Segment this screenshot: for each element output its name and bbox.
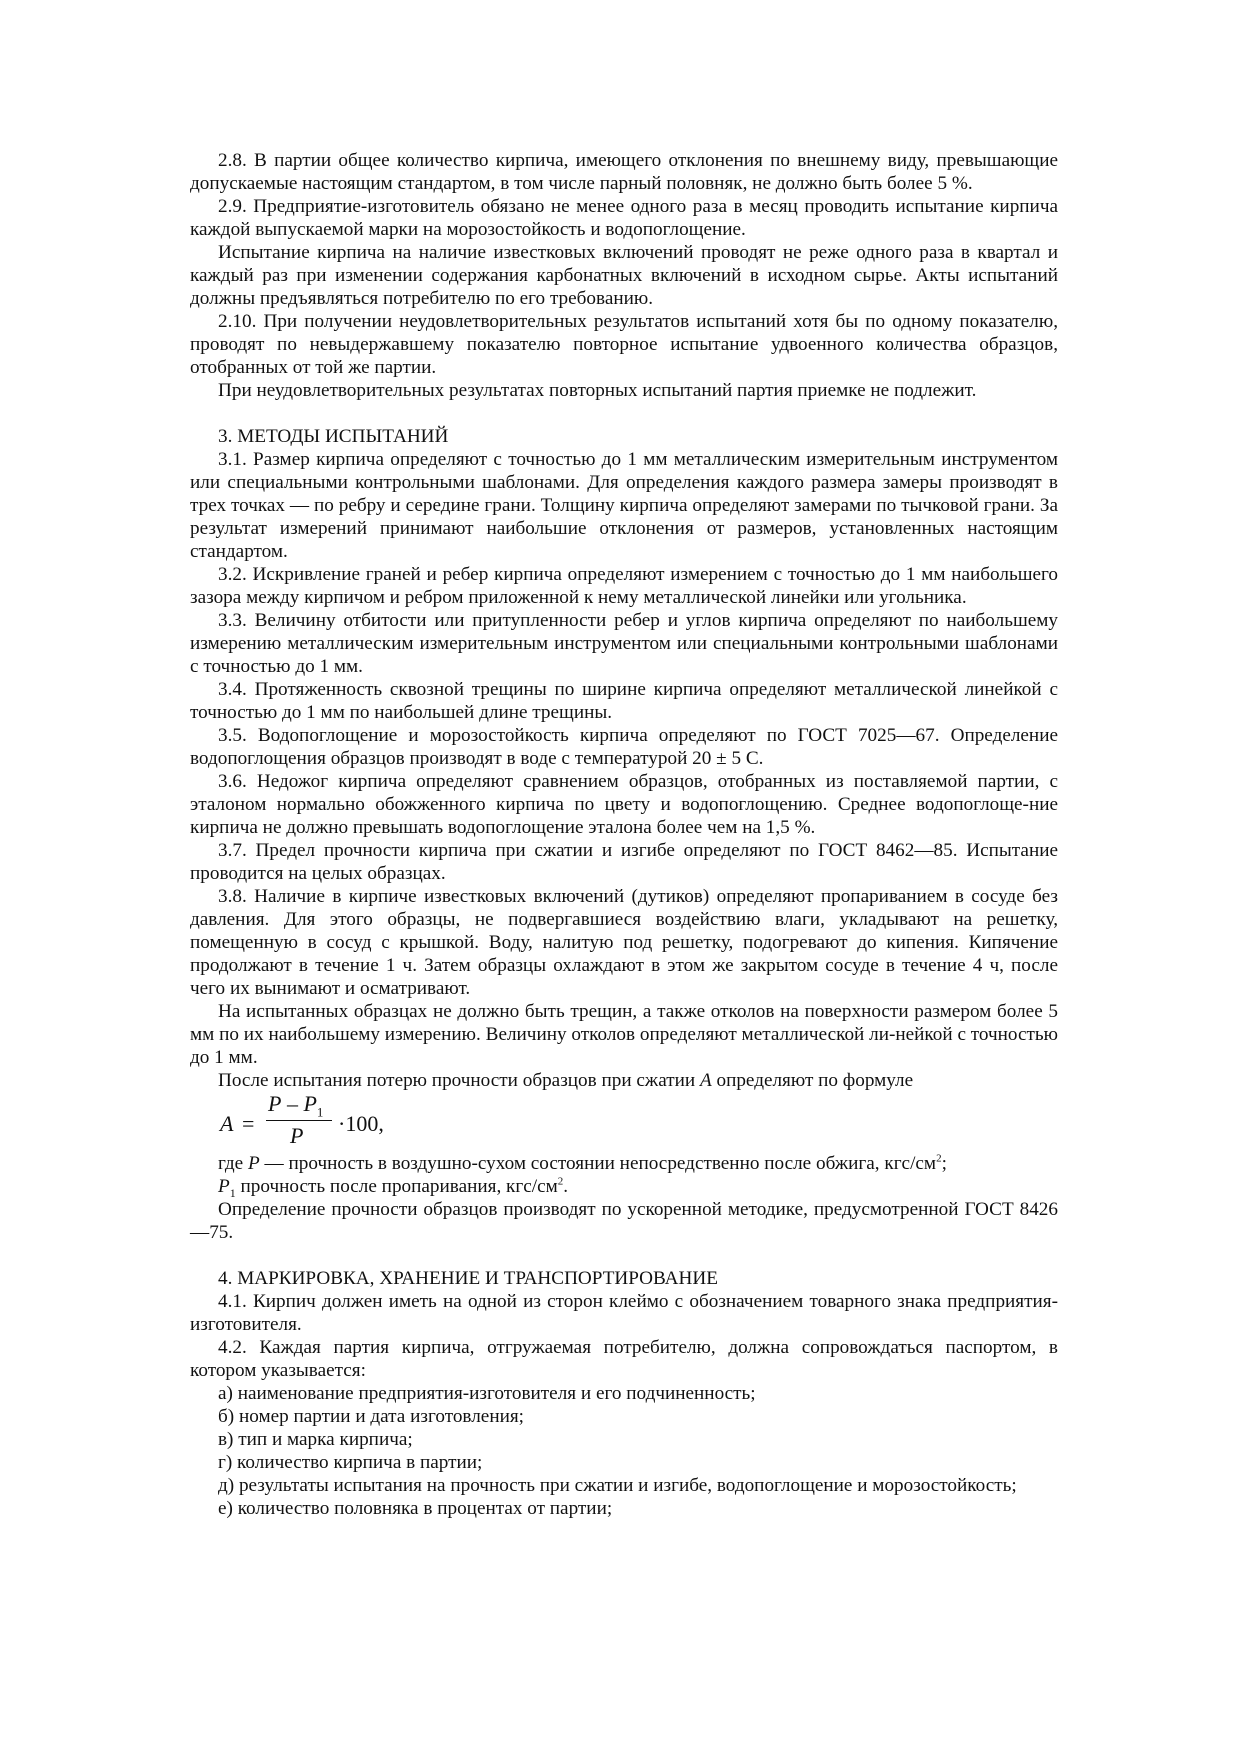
paragraph-2-10: 2.10. При получении неудовлетворительных результатов испытаний хотя бы по одному показателю, проводят по невыдержавшему показателю повторное испытание удвоенного количества образцов, отобранных от той же партии. <box>190 311 1058 378</box>
list-item-a: а) наименование предприятия-изготовителя и его подчиненность; <box>218 1383 756 1404</box>
formula-equals: = <box>242 1111 255 1136</box>
section-heading-4: 4. МАРКИРОВКА, ХРАНЕНИЕ И ТРАНСПОРТИРОВАНИЕ <box>218 1268 718 1289</box>
paragraph-3-7: 3.7. Предел прочности кирпича при сжатии и изгибе определяют по ГОСТ 8462—85. Испытание проводится на целых образцах. <box>190 840 1058 884</box>
paragraph-3-8: 3.8. Наличие в кирпиче известковых включений (дутиков) определяют пропариванием в сосуде без давления. Для этого образцы, не подвергавшиеся воздействию влаги, укладывают на решетку, помещенную в сосуд с крышкой. Воду, налитую под решетку, подогревают до кипения. Кипячение продолжают в течение 1 ч. Затем образцы охлаждают в этом же закрытом сосуде в течение 4 ч, после чего их вынимают и осматривают. <box>190 886 1058 999</box>
formula-where-p1: $P_1$ прочность после пропаривания, кгс/$см^2$. <box>218 1175 569 1200</box>
section-heading-3: 3. МЕТОДЫ ИСПЫТАНИЙ <box>218 426 449 447</box>
formula-lhs: A <box>220 1111 234 1136</box>
formula-denominator: P <box>290 1123 304 1148</box>
document-page <box>190 149 1058 1520</box>
paragraph-2-9: 2.9. Предприятие-изготовитель обязано не менее одного раза в месяц проводить испытание кирпича каждой выпускаемой марки на морозостойкость и водопоглощение. <box>190 196 1058 240</box>
paragraph-4-1: 4.1. Кирпич должен иметь на одной из сторон клеймо с обозначением товарного знака предприятия-изготовителя. <box>190 1291 1058 1335</box>
paragraph-3-8-method: Определение прочности образцов производят по ускоренной методике, предусмотренной ГОСТ 8426—75. <box>190 1199 1058 1243</box>
paragraph-3-6: 3.6. Недожог кирпича определяют сравнением образцов, отобранных из поставляемой партии, с эталоном нормально обожженного кирпича по цвету и водопоглощению. Среднее водопоглоще-ние кирпича не должно превышать водопоглощение эталона более чем на 1,5 %. <box>190 771 1058 838</box>
paragraph-3-8-cracks: На испытанных образцах не должно быть трещин, а также отколов на поверхности размером более 5 мм по их наибольшему измерению. Величину отколов определяют металлической ли-нейкой с точностью до 1 мм. <box>190 1001 1058 1068</box>
formula-numerator: P – $P_1$ <box>268 1091 324 1120</box>
list-item-g: г) количество кирпича в партии; <box>218 1452 483 1473</box>
fraction-bar <box>266 1120 332 1121</box>
formula-where-p: где P — прочность в воздушно-сухом состоянии непосредственно после обжига, кгс/$см^2$; <box>218 1152 947 1174</box>
list-item-d: д) результаты испытания на прочность при сжатии и изгибе, водопоглощение и морозостойкость; <box>218 1475 1017 1496</box>
list-item-e: е) количество половняка в процентах от партии; <box>218 1498 613 1519</box>
paragraph-2-8: 2.8. В партии общее количество кирпича, имеющего отклонения по внешнему виду, превышающие допускаемые настоящим стандартом, в том числе парный половняк, не должно быть более 5 %. <box>190 150 1058 194</box>
paragraph-2-9-lime-test: Испытание кирпича на наличие известковых включений проводят не реже одного раза в квартал и каждый раз при изменении содержания карбонатных включений в исходном сырье. Акты испытаний должны предъявляться потребителю по его требованию. <box>190 242 1058 309</box>
paragraph-3-8-formula-intro: После испытания потерю прочности образцов при сжатии A определяют по формуле <box>218 1070 914 1091</box>
strength-loss-formula <box>190 1091 1058 1152</box>
paragraph-3-2: 3.2. Искривление граней и ребер кирпича определяют измерением с точностью до 1 мм наибольшего зазора между кирпичом и ребром приложенной к нему металлической линейки или угольника. <box>190 564 1058 608</box>
paragraph-3-5: 3.5. Водопоглощение и морозостойкость кирпича определяют по ГОСТ 7025—67. Определение водопоглощения образцов производят в воде с температурой 20 ± 5 С. <box>190 725 1058 769</box>
paragraph-4-2: 4.2. Каждая партия кирпича, отгружаемая потребителю, должна сопровождаться паспортом, в котором указывается: <box>190 1337 1058 1381</box>
variable-a: A <box>699 1070 712 1091</box>
paragraph-3-3: 3.3. Величину отбитости или притупленности ребер и углов кирпича определяют по наибольшему измерению металлическим измерительным инструментом или специальными контрольными шаблонами с точностью до 1 мм. <box>190 610 1058 677</box>
formula-multiplier: ·100, <box>338 1111 384 1136</box>
paragraph-3-1: 3.1. Размер кирпича определяют с точностью до 1 мм металлическим измерительным инструментом или специальными контрольными шаблонами. Для определения каждого размера замеры производят в трех точках — по ребру и середине грани. Толщину кирпича определяют замерами по тычковой грани. За результат измерений принимают наибольшие отклонения от размеров, установленных настоящим стандартом. <box>190 449 1058 562</box>
section-gap <box>190 1244 1058 1267</box>
paragraph-2-10-retest: При неудовлетворительных результатах повторных испытаний партия приемке не подлежит. <box>218 380 977 401</box>
list-item-b: б) номер партии и дата изготовления; <box>218 1406 525 1427</box>
list-item-v: в) тип и марка кирпича; <box>218 1429 413 1450</box>
paragraph-3-4: 3.4. Протяженность сквозной трещины по ширине кирпича определяют металлической линейкой с точностью до 1 мм по наибольшей длине трещины. <box>190 679 1058 723</box>
section-gap <box>190 402 1058 425</box>
